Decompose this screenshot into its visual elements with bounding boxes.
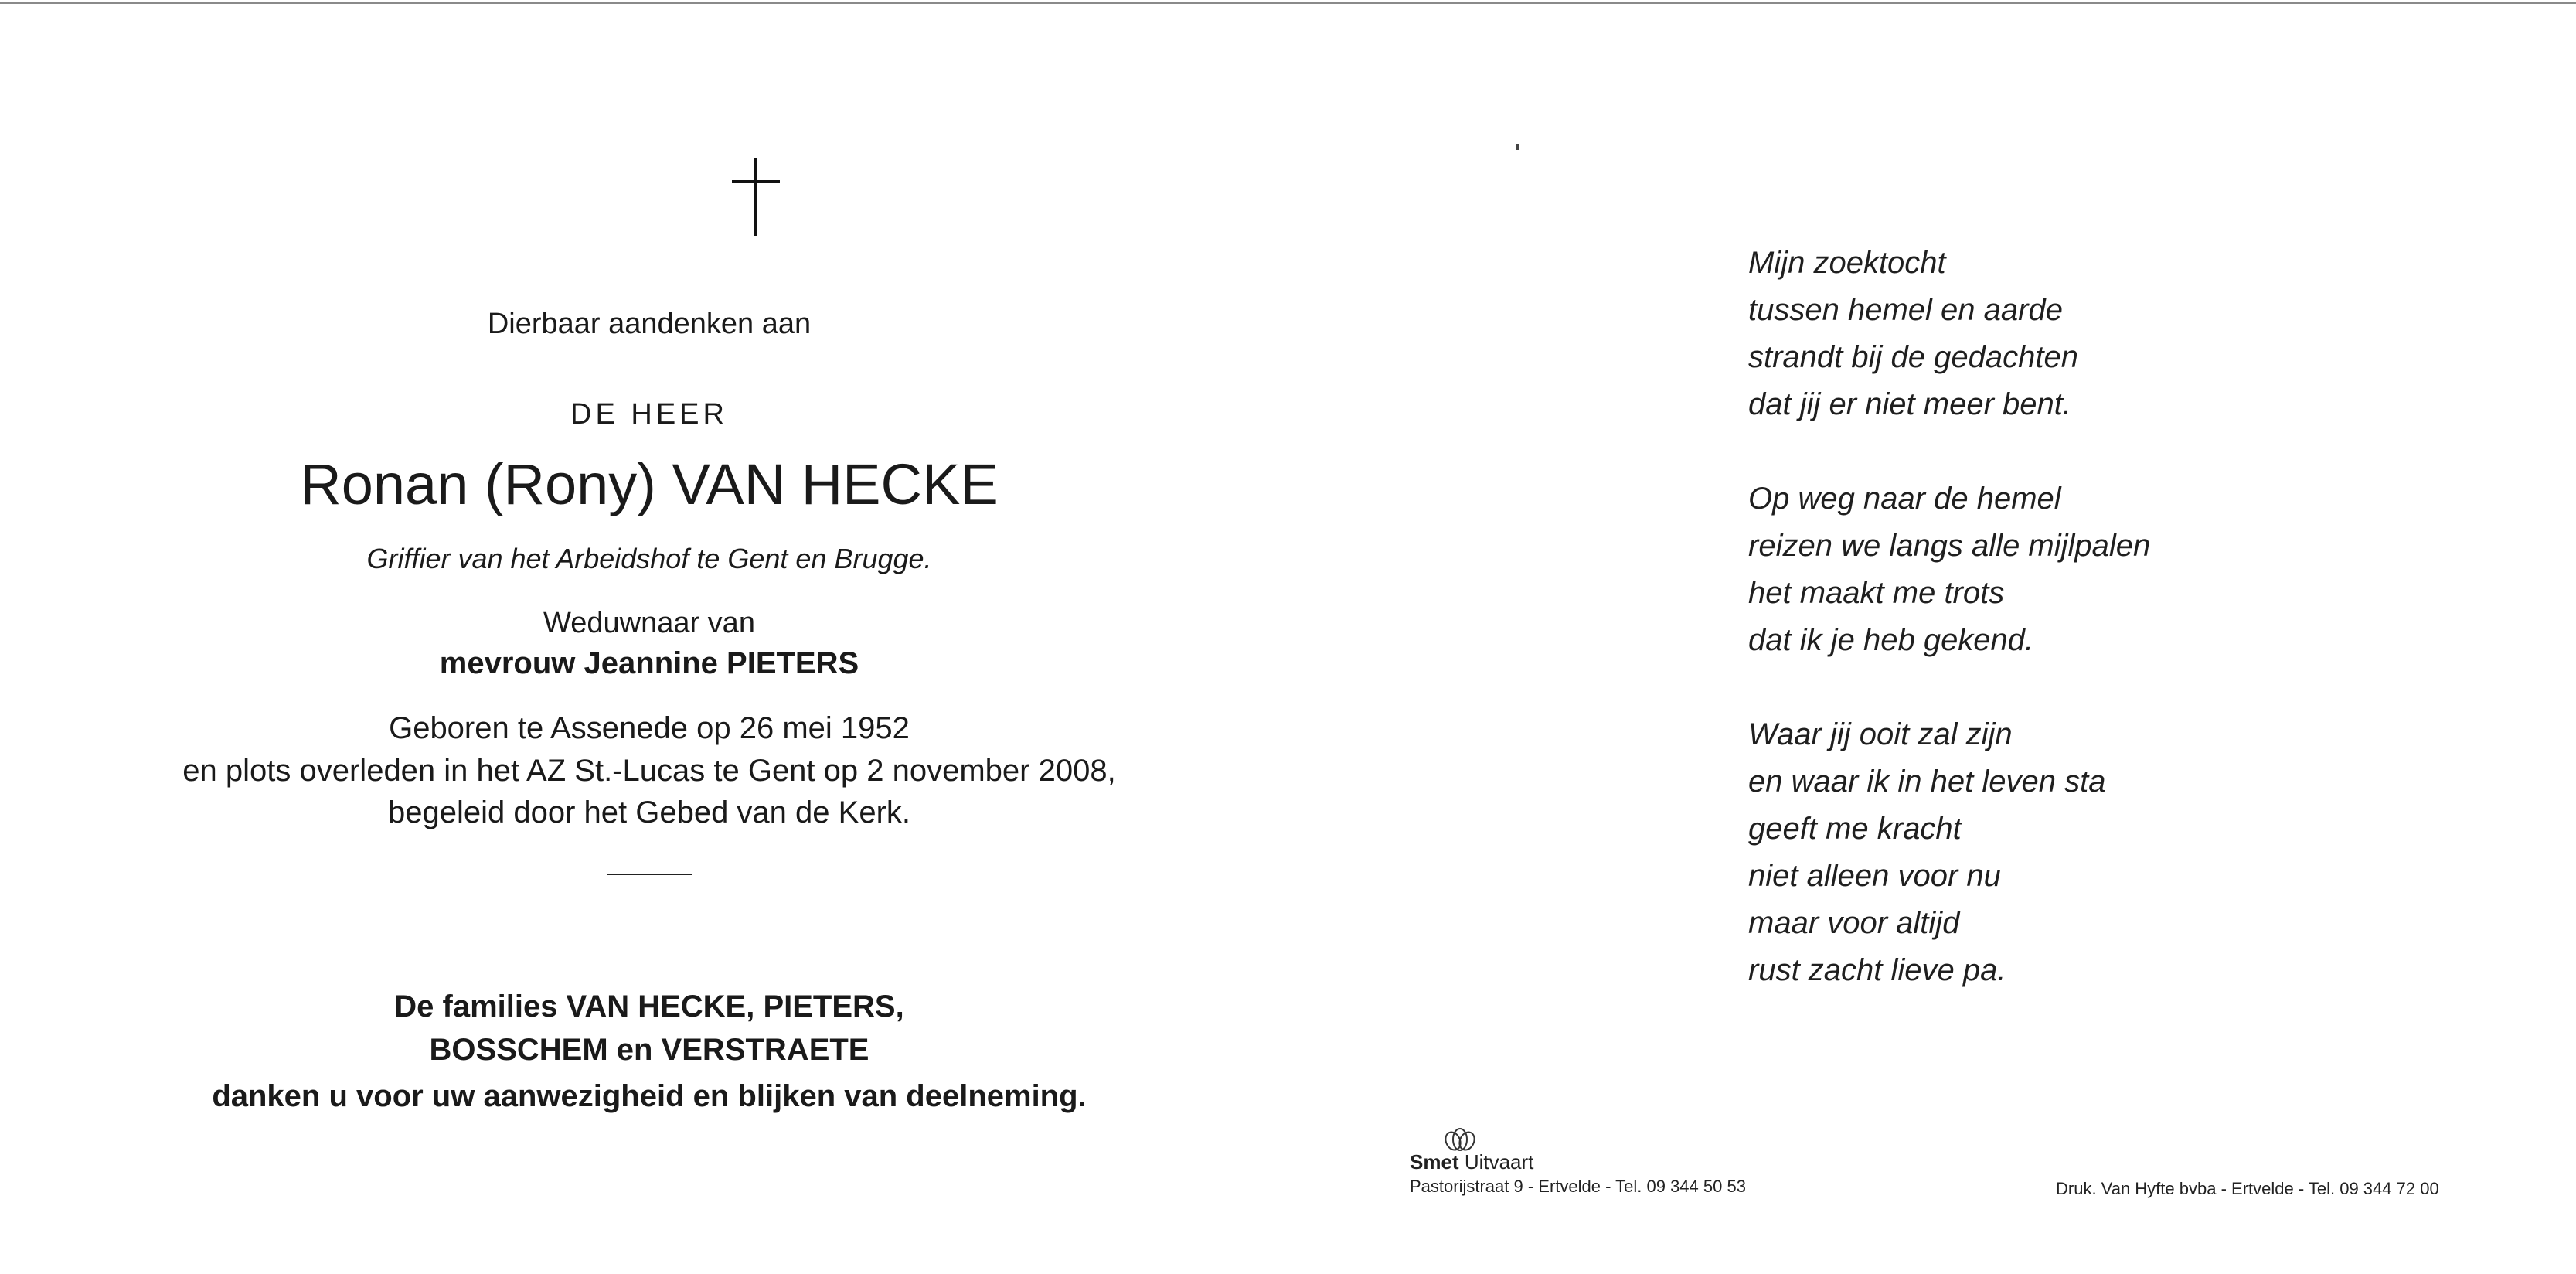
- deceased-name: Ronan (Rony) VAN HECKE: [300, 452, 999, 516]
- poem-stanza-2: [1748, 475, 2150, 664]
- family-line-3: danken u voor uw aanwezigheid en blijken van deelneming.: [212, 1079, 1087, 1113]
- funeral-home-name-rest: Uitvaart: [1464, 1150, 1534, 1174]
- poem-verse: Waar jij ooit zal zijn: [1748, 717, 2013, 751]
- poem-verse: tussen hemel en aarde: [1748, 293, 2063, 327]
- funeral-home-address: Pastorijstraat 9 - Ertvelde - Tel. 09 344 50 53: [1410, 1177, 1746, 1196]
- birth-line-3: begeleid door het Gebed van de Kerk.: [387, 795, 911, 829]
- poem-verse: strandt bij de gedachten: [1748, 340, 2078, 374]
- poem-verse: dat ik je heb gekend.: [1748, 623, 2034, 657]
- poem-verse: dat jij er niet meer bent.: [1748, 387, 2071, 421]
- funeral-home-name-bold: Smet: [1410, 1150, 1459, 1174]
- fold-mark: [1516, 144, 1519, 150]
- intro-text: Dierbaar aandenken aan: [487, 308, 812, 340]
- poem-verse: reizen we langs alle mijlpalen: [1748, 529, 2151, 563]
- poem-stanza-3: [1748, 711, 2150, 994]
- poem-verse: rust zacht lieve pa.: [1748, 953, 2006, 987]
- top-border-line: [0, 2, 2576, 4]
- poem-verse: het maakt me trots: [1748, 576, 2005, 610]
- poem-verse: maar voor altijd: [1748, 906, 1960, 940]
- poem-verse: geeft me kracht: [1748, 812, 1962, 846]
- printer-credit: Druk. Van Hyfte bvba - Ertvelde - Tel. 09 344 72 00: [2056, 1179, 2439, 1198]
- widower-name: mevrouw Jeannine PIETERS: [439, 646, 859, 680]
- birth-line-2: en plots overleden in het AZ St.-Lucas te Gent op 2 november 2008,: [182, 754, 1116, 788]
- widower-label: Weduwnaar van: [543, 607, 755, 639]
- poem-stanza-1: [1748, 240, 2150, 428]
- occupation: Griffier van het Arbeidshof te Gent en Brugge.: [366, 543, 932, 574]
- tulip-logo-icon: [1441, 1122, 1479, 1153]
- poem: [1748, 240, 2150, 1041]
- cross-icon: [729, 158, 783, 236]
- family-line-1: De families VAN HECKE, PIETERS,: [394, 990, 904, 1024]
- birth-line-1: Geboren te Assenede op 26 mei 1952: [389, 711, 910, 745]
- poem-verse: Mijn zoektocht: [1748, 246, 1946, 280]
- funeral-home-name: [1410, 1150, 1533, 1174]
- poem-verse: en waar ik in het leven sta: [1748, 765, 2106, 799]
- separator-line: [607, 874, 692, 875]
- salutation: DE HEER: [570, 398, 728, 431]
- poem-verse: Op weg naar de hemel: [1748, 482, 2061, 516]
- family-line-2: BOSSCHEM en VERSTRAETE: [429, 1033, 869, 1067]
- poem-verse: niet alleen voor nu: [1748, 859, 2001, 893]
